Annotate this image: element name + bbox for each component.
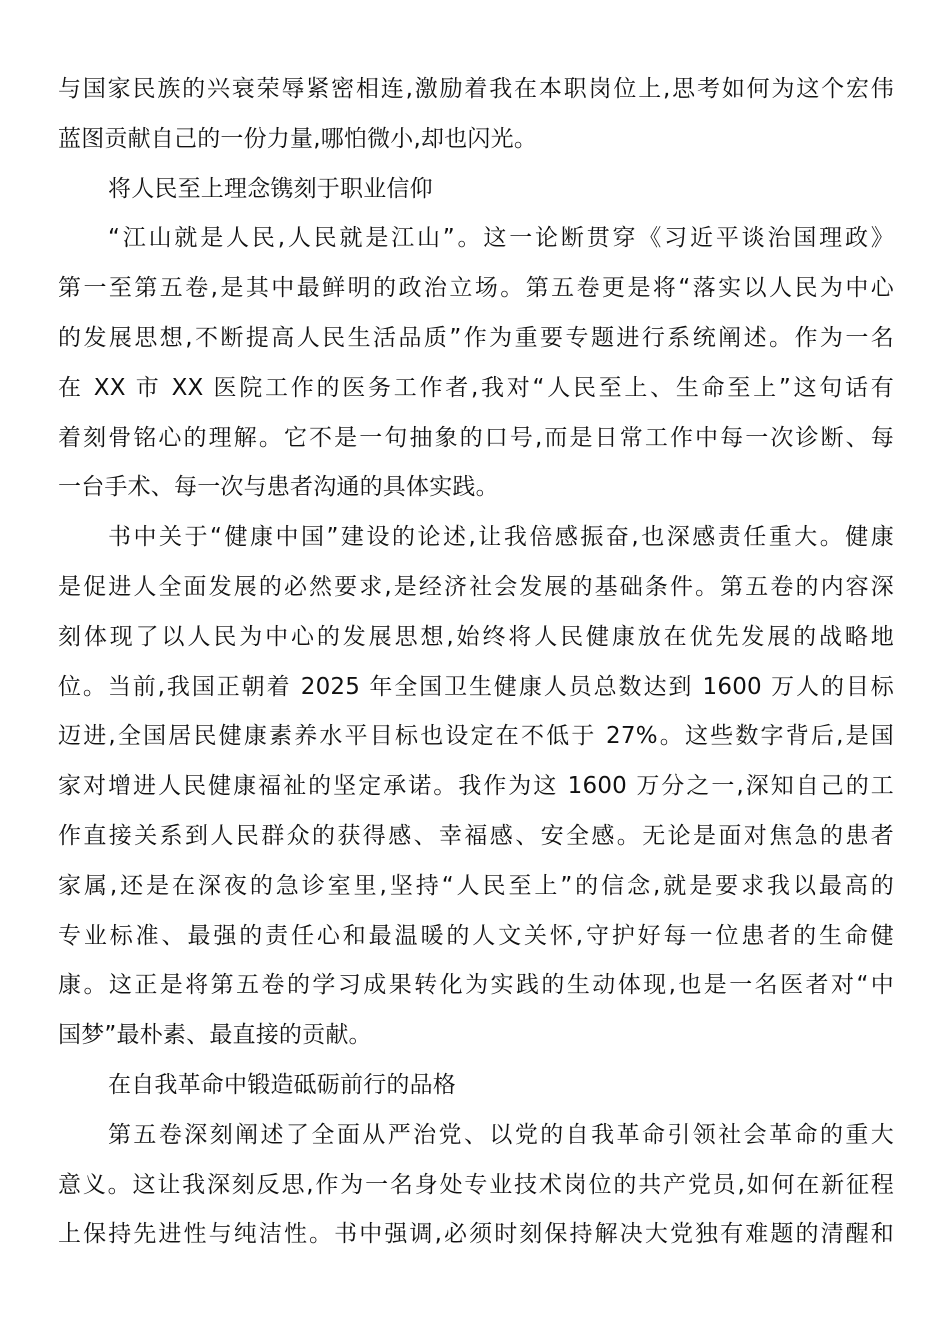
text-line: 作直接关系到人民群众的获得感、幸福感、安全感。无论是面对焦急的患者 <box>58 822 894 849</box>
text-line: 上保持先进性与纯洁性。书中强调,必须时刻保持解决大党独有难题的清醒和 <box>58 1221 894 1248</box>
text-line: 着刻骨铭心的理解。它不是一句抽象的口号,而是日常工作中每一次诊断、每 <box>58 424 894 451</box>
text-line: 与国家民族的兴衰荣辱紧密相连,激励着我在本职岗位上,思考如何为这个宏伟 <box>58 76 894 102</box>
text-line: 蓝图贡献自己的一份力量,哪怕微小,却也闪光。 <box>58 125 538 152</box>
text-line: 家对增进人民健康福祉的坚定承诺。我作为这 1600 万分之一,深知自己的工 <box>58 773 894 800</box>
text-line: 第一至第五卷,是其中最鲜明的政治立场。第五卷更是将“落实以人民为中心 <box>58 275 894 302</box>
text-line: 位。当前,我国正朝着 2025 年全国卫生健康人员总数达到 1600 万人的目标 <box>58 673 894 700</box>
text-line: 第五卷深刻阐述了全面从严治党、以党的自我革命引领社会革命的重大 <box>108 1121 894 1148</box>
document-body <box>58 71 894 1266</box>
text-line: 一台手术、每一次与患者沟通的具体实践。 <box>58 474 499 501</box>
section-heading: 将人民至上理念镌刻于职业信仰 <box>108 175 433 202</box>
text-line: “江山就是人民,人民就是江山”。这一论断贯穿《习近平谈治国理政》 <box>108 225 894 252</box>
text-line: 意义。这让我深刻反思,作为一名身处专业技术岗位的共产党员,如何在新征程 <box>58 1171 894 1198</box>
section-heading: 在自我革命中锻造砥砺前行的品格 <box>108 1071 456 1098</box>
text-line: 康。这正是将第五卷的学习成果转化为实践的生动体现,也是一名医者对“中 <box>58 972 894 999</box>
text-line: 迈进,全国居民健康素养水平目标也设定在不低于 27%。这些数字背后,是国 <box>58 723 894 750</box>
text-line: 家属,还是在深夜的急诊室里,坚持“人民至上”的信念,就是要求我以最高的 <box>58 872 894 899</box>
text-line: 国梦”最朴素、最直接的贡献。 <box>58 1022 372 1049</box>
text-line: 专业标准、最强的责任心和最温暖的人文关怀,守护好每一位患者的生命健 <box>58 922 894 949</box>
text-line: 的发展思想,不断提高人民生活品质”作为重要专题进行系统阐述。作为一名 <box>58 324 894 351</box>
text-line: 刻体现了以人民为中心的发展思想,始终将人民健康放在优先发展的战略地 <box>58 623 894 650</box>
text-line: 书中关于“健康中国”建设的论述,让我倍感振奋,也深感责任重大。健康 <box>108 524 894 551</box>
text-line: 是促进人全面发展的必然要求,是经济社会发展的基础条件。第五卷的内容深 <box>58 573 894 600</box>
text-line: 在 XX 市 XX 医院工作的医务工作者,我对“人民至上、生命至上”这句话有 <box>58 374 894 401</box>
